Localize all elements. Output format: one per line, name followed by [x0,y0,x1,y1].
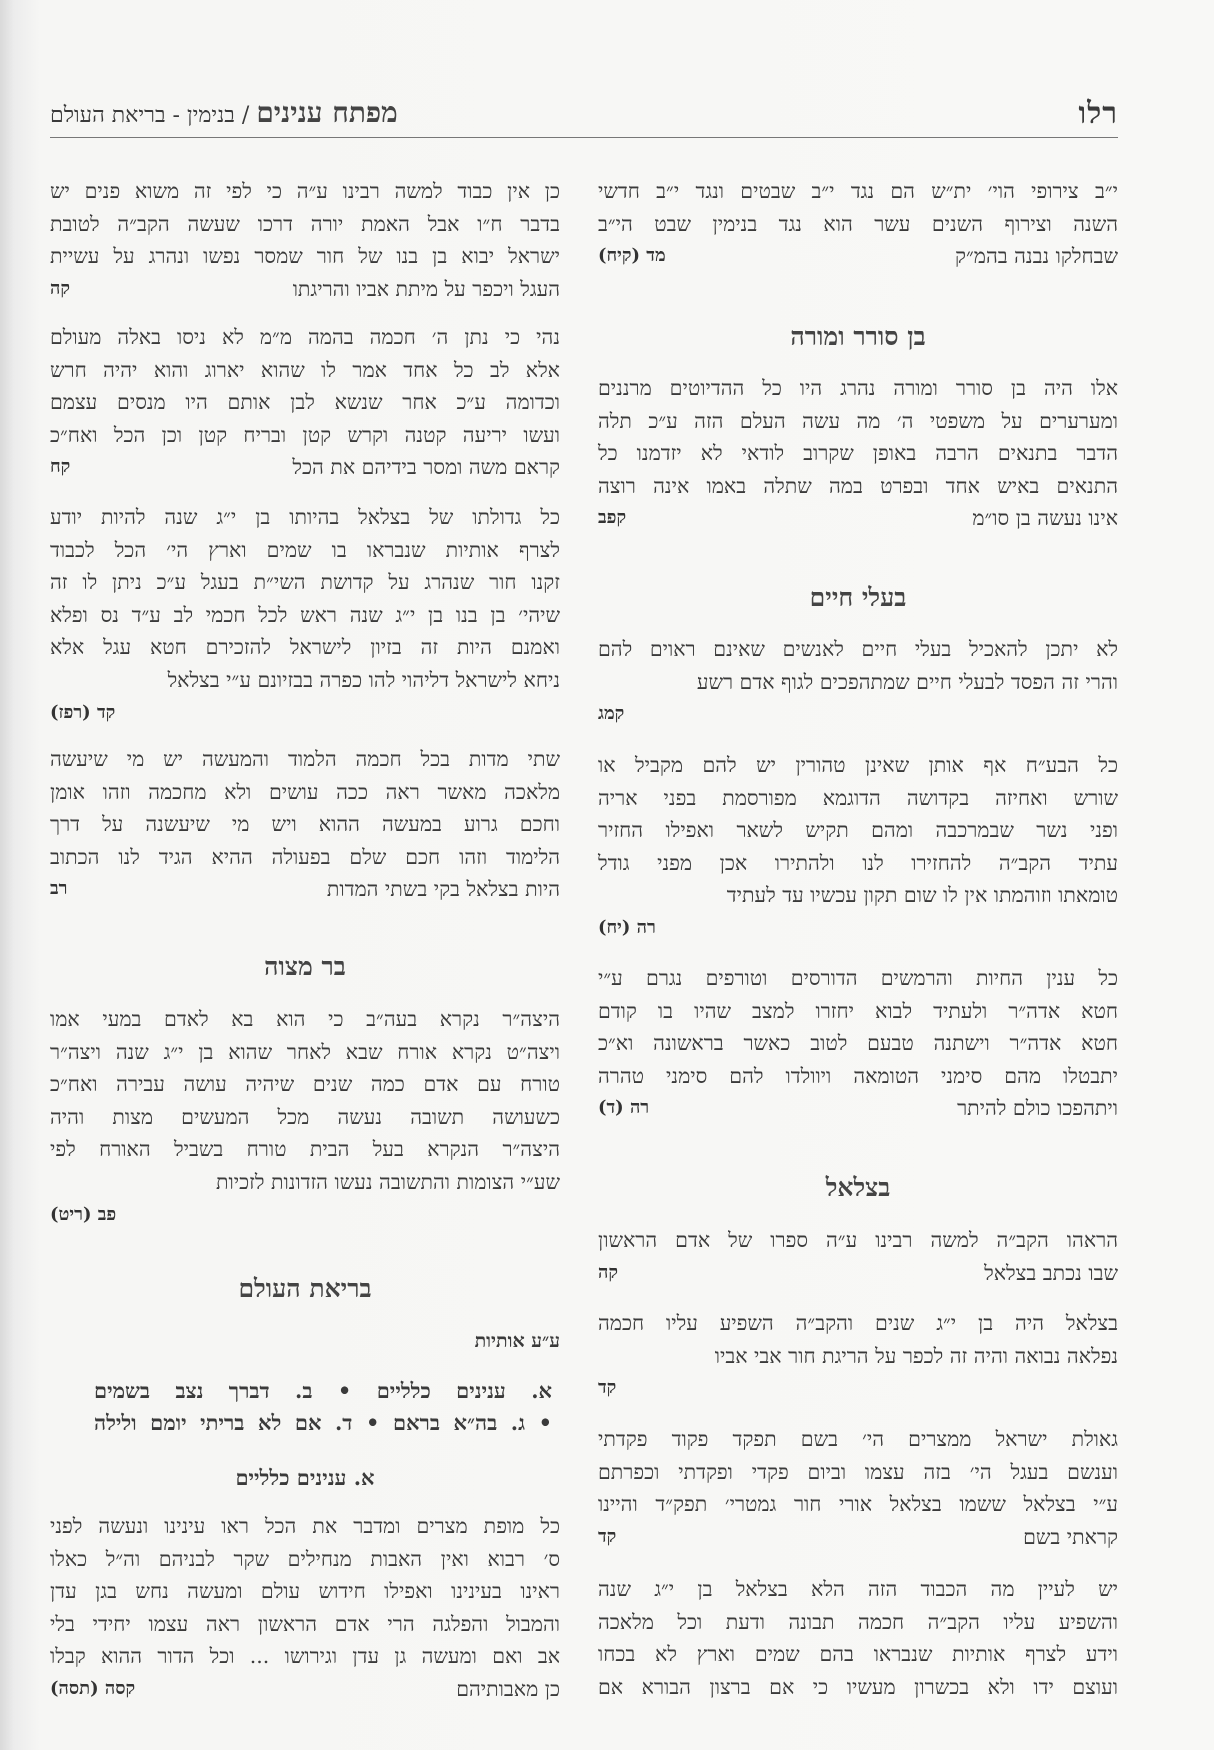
page-reference: קד (רפז) [50,701,116,723]
entry-line: וידע לצרף אותיות שנבראו בהם שמים וארץ לא בכחו [598,1642,1118,1667]
entry-line: כל מופת מצרים ומדבר את הכל ראו עינינו ונעשה לפני [50,1514,560,1538]
entry-line: היצה״ר הנקרא בעל הבית טורח בשביל האורח לפי [50,1137,560,1162]
index-entry [598,1423,1118,1553]
entry-line: והשפיע עליו הקב״ה חכמה תבונה ודעת וכל מלאכה [598,1609,1118,1634]
page-reference-line [598,912,1118,945]
entry-line: חטא אדה״ר וישתנה טבעם לטוב כאשר בראשונה וא״כ [598,1031,1118,1056]
entry-line: ועשו יריעה קטנה וקרש קטן ובריח קטן וכן הכל ואח״כ [50,422,560,447]
page-reference: קסה (תסה) [50,1677,136,1699]
index-entry [598,1307,1118,1405]
section-heading: בר מצוה [264,952,346,981]
entry-line: ניחא לישראל דליהוי להו כפרה בבזיונם ע״י בצלאל [167,667,560,692]
page-reference-line [598,1372,1118,1405]
entry-line: כל גדולתו של בצלאל בהיותו בן י״ג שנה להיות יודע [50,505,560,529]
toc-line: • ג. בה״א בראם • ד. אם לא בריתי יומם ולילה [94,1410,552,1435]
entry-line: אלו היה בן סורר ומורה נהרג היו כל ההדיוטים מרננים [598,376,1118,400]
index-entry [50,1510,560,1706]
entry-line: וכדומה ע״כ אחר שנשא לבן אותם היו מנסים עצמם [50,390,560,415]
entry-line: בדבר ח״ו אבל האמת יורה דרכו שעשה הקב״ה לטובת [50,211,560,236]
entry-text: קראתי בשם [1023,1524,1118,1549]
running-header [50,96,398,136]
index-entry [598,372,1118,535]
entry-text: כן מאבותיהם [456,1676,560,1701]
entry-line: ואמנם היות זה בזיון לישראל להזכירם חטא עגל אלא [50,635,560,660]
entry-line: ראינו בעינינו ואפילו חידוש עולם ומעשה נחש בגן עדן [50,1579,560,1604]
entry-line: ע״י בצלאל ששמו בצלאל אורי חור גמטרי׳ תפק״ד והיינו [598,1492,1118,1517]
index-entry [598,962,1118,1125]
index-entry [598,749,1118,945]
page-reference-line [598,698,1118,731]
index-entry [598,1573,1118,1703]
page-reference: קד [598,1377,617,1399]
entry-line: ויצה״ט נקרא אורח שבא לאחר שהוא בן י״ג שנה ויצה״ר [50,1039,560,1064]
index-entry [50,743,560,906]
entry-line: שתי מדות בכל חכמה הלמוד והמעשה יש מי שיעשה [50,747,560,771]
entry-line: טורח עם אדם כמה שנים שיהיה עושה עבירה ואח״כ [50,1072,560,1097]
entry-line [50,873,560,906]
section-heading: בריאת העולם [238,1274,372,1303]
index-entry [50,501,560,729]
page-reference: פב (ריט) [50,1203,117,1225]
entry-line: ס׳ רבוא ואין האבות מנחילים שקר לבניהם וה״ל כאלו [50,1546,560,1571]
section-heading: בן סורר ומורה [790,322,926,351]
section-heading: בצלאל [825,1173,891,1202]
entry-line: ועוצם ידו ולא בכשרון מעשיו כי אם ברצון הבורא אם [598,1674,1118,1699]
entry-line: לצרף אותיות שנבראו בו שמים וארץ הי׳ הכל לכבוד [50,537,560,562]
entry-line [50,451,560,484]
entry-line: שע״י הצומות והתשובה נעשו הזדונות לזכיות [215,1169,560,1194]
entry-line: טומאתו וזוהמתו אין לו שום תקון עכשיו עד לעתיד [726,883,1118,908]
entry-line: והמבול והפלגה הרי אדם הראשון ראה עצמו יחידי בלי [50,1611,560,1636]
index-entry [50,1003,560,1231]
page-reference: קה [598,1261,618,1283]
index-entry [50,321,560,484]
subsection-toc [50,1375,560,1439]
entry-line: שורש ואחיזה בקדושה הדוגמא מפורסמת בפני אריה [598,785,1118,810]
entry-line: לא יתכן להאכיל בעלי חיים לאנשים שאינם ראוים להם [598,637,1118,661]
index-entry [598,175,1118,273]
entry-line [598,502,1118,535]
subsection-heading: א. ענינים כלליים [235,1465,375,1490]
entry-line: ומערערים על משפטי ה׳ מה עשה העלם הזה ע״כ תלה [598,408,1118,433]
entry-text: אינו נעשה בן סו״מ [972,506,1118,531]
entry-line: שיהי׳ בן בנו בן י״ג שנה ראש לכל חכמי לב ע״ד נס ופלא [50,602,560,627]
entry-line [50,1673,560,1706]
page-reference: קח [50,456,71,478]
entry-line: יש לעיין מה הכבוד הזה הלא בצלאל בן י״ג שנה [598,1577,1118,1601]
entry-line: וחכם גרוע במעשה ההוא ויש מי שיעשנה על דרך [50,812,560,837]
entry-line: גאולת ישראל ממצרים הי׳ בשם תפקד פקוד פקדתי [598,1427,1118,1451]
entry-line: כל הבע״ח אף אותן שאינן טהורין יש להם מקביל או [598,753,1118,777]
entry-line: נפלאה נבואה והיה זה לכפר על הריגת חור אבי אביו [714,1343,1118,1368]
see-also-reference: ע״ע אותיות [474,1330,560,1352]
page-reference-line [50,1199,560,1232]
entry-line: השנה וצירוף השנים עשר הוא נגד בנימין שבט הי״ב [598,211,1118,236]
entry-line: כשעושה תשובה נעשה מכל המעשים מצות והיה [50,1104,560,1129]
entry-line: מלאכה מאשר ראה ככה עושים ולא מחכמה וזהו אומן [50,779,560,804]
entry-line: כל ענין החיות והרמשים הדורסים וטורפים נגרם ע״י [598,966,1118,990]
entry-line: כן אין כבוד למשה רבינו ע״ה כי לפי זה משוא פנים יש [50,179,560,203]
entry-text: היות בצלאל בקי בשתי המדות [326,877,560,902]
entry-line: ופני נשר שבמרכבה ומהם תקיש לשאר ואפילו החזיר [598,818,1118,843]
page-reference: רה (יח) [598,916,656,938]
entry-line: י״ב צירופי הוי׳ ית״ש הם נגד י״ב שבטים ונגד י״ב חדשי [598,179,1118,203]
entry-line: זקנו חור שנהרג על קדושת השי״ת בעגל ע״כ ניתן לו זה [50,570,560,595]
entry-line: הדבר בתנאים הרבה באופן שקרוב לודאי לא יזדמנו כל [598,441,1118,466]
page-reference: קה [50,277,70,299]
header-rule [50,137,1118,138]
entry-line: אלא לב כל אחד אמר לו שהוא יארוג והוא יהיה חרש [50,357,560,382]
entry-line: והרי זה הפסד לבעלי חיים שמתהפכים לגוף אדם רשע [696,669,1118,694]
entry-line [598,1092,1118,1125]
entry-text: ויתהפכו כולם להיתר [957,1096,1118,1121]
entry-line [50,273,560,306]
entry-line: עתיד הקב״ה להחזירו לנו ולהתירו אכן מפני גודל [598,850,1118,875]
entry-line: בצלאל היה בן י״ג שנים והקב״ה השפיע עליו חכמה [598,1311,1118,1335]
entry-line [598,1257,1118,1290]
toc-line: א. ענינים כלליים • ב. דברך נצב בשמים [94,1378,552,1403]
page-reference-line [50,697,560,730]
entry-line: יתבטלו מהם סימני הטומאה ויוולדו להם סימני טהרה [598,1063,1118,1088]
section-path: / בנימין - בריאת העולם [50,103,250,128]
entry-line: אב ואם ומעשה גן עדן וגירושו ... וכל הדור ההוא קבלו [50,1644,560,1669]
entry-line: הראהו הקב״ה למשה רבינו ע״ה ספרו של אדם הראשון [598,1228,1118,1252]
entry-line: ישראל יבוא בן בנו של חור שמסר נפשו ונהרג על עשיית [50,244,560,269]
index-entry [598,1224,1118,1289]
entry-text: שבחלקו נבנה בהמ״ק [955,244,1118,269]
entry-line: חטא אדה״ר ולעתיד לבוא יחזרו למצב שהיו בו קודם [598,998,1118,1023]
page-reference: קד [598,1525,617,1547]
page-reference: מד (קיח) [598,245,666,267]
entry-line [598,240,1118,273]
entry-text: העגל ויכפר על מיתת אביו והריגתו [292,276,560,301]
entry-line: הלימוד וזהו חכם שלם בפעולה ההיא הגיד לנו הכתוב [50,844,560,869]
index-entry [598,633,1118,731]
book-title: מפתח ענינים [256,96,398,129]
entry-line [598,1521,1118,1554]
entry-text: קראם משה ומסר בידיהם את הכל [292,455,560,480]
page-reference: קפב [598,507,627,529]
section-heading: בעלי חיים [809,583,907,612]
page-number: רלו [1078,96,1118,131]
entry-line: התנאים באיש אחד ובפרט במה שתלה באמו אינה רוצה [598,473,1118,498]
page-reference: רב [50,878,68,900]
entry-line: היצה״ר נקרא בעה״ב כי הוא בא לאדם במעי אמו [50,1007,560,1031]
entry-text: שבו נכתב בצלאל [984,1260,1118,1285]
index-entry [50,175,560,305]
page-reference: קמג [598,703,625,725]
page-reference: רה (ד) [598,1097,650,1119]
entry-line: נהי כי נתן ה׳ חכמה בהמה מ״מ לא ניסו באלה מעולם [50,325,560,349]
entry-line: וענשם בעגל הי׳ בזה עצמו וביום פקדי ופקדתי וכפרתם [598,1459,1118,1484]
